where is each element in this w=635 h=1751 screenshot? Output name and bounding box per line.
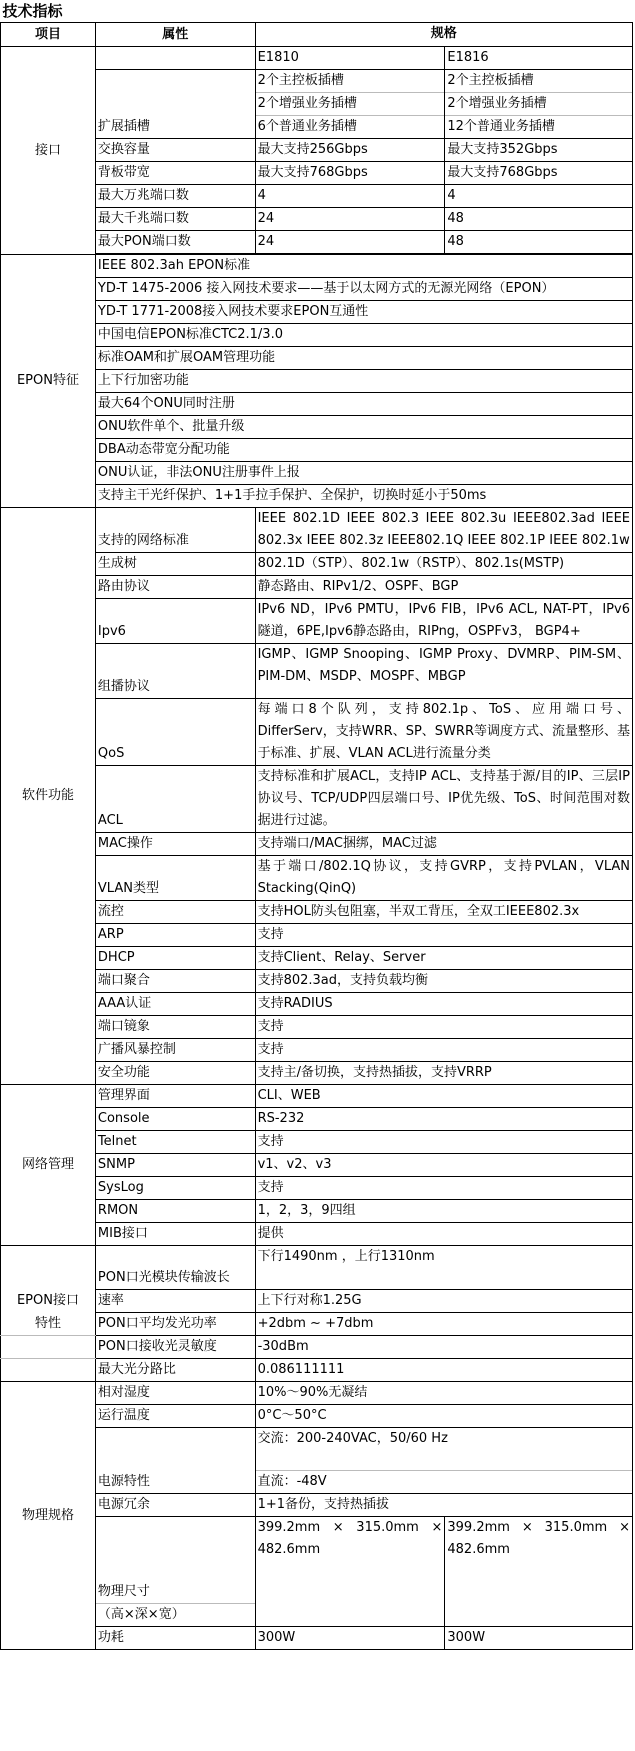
row-value-b: 48 [445, 208, 633, 231]
sw-value: 支持Client、Relay、Server [255, 947, 632, 970]
consumption-value-b: 300W [445, 1627, 633, 1650]
sw-label: QoS [95, 699, 255, 766]
mgmt-value: 提供 [255, 1223, 632, 1246]
model-e1810: E1810 [255, 47, 445, 70]
consumption-value-a: 300W [255, 1627, 445, 1650]
temperature-label: 运行温度 [95, 1405, 255, 1428]
size-label-unit: （高×深×宽） [97, 1607, 185, 1622]
sw-label: MAC操作 [95, 833, 255, 856]
epon-item: DBA动态带宽分配功能 [95, 439, 632, 462]
sw-value: 支持主/备切换，支持热插拔，支持VRRP [255, 1062, 632, 1085]
sw-value: 支持 [255, 924, 632, 947]
group-epon-port-line1: EPON接口 [1, 1290, 96, 1313]
mgmt-value: 支持 [255, 1131, 632, 1154]
epon-item: ONU软件单个、批量升级 [95, 416, 632, 439]
group-management: 网络管理 [1, 1085, 96, 1246]
humidity-label: 相对湿度 [95, 1382, 255, 1405]
sw-label: 安全功能 [95, 1062, 255, 1085]
size-label: 物理尺寸 [96, 1581, 255, 1604]
mgmt-value: 支持 [255, 1177, 632, 1200]
sw-value: 支持 [255, 1039, 632, 1062]
header-attr: 属性 [95, 23, 255, 47]
row-label: 最大万兆端口数 [95, 185, 255, 208]
row-value-a: 4 [255, 185, 445, 208]
row-label: 背板带宽 [95, 162, 255, 185]
mgmt-value: CLI、WEB [255, 1085, 632, 1108]
humidity-value: 10%～90%无凝结 [255, 1382, 632, 1405]
sw-label: VLAN类型 [95, 856, 255, 901]
sw-value: 支持 [255, 1016, 632, 1039]
epon-item: YD-T 1475-2006 接入网技术要求——基于以太网方式的无源光网络（EPON） [95, 278, 632, 301]
sw-label: ACL [95, 766, 255, 833]
sw-value: 基于端口/802.1Q协议，支持GVRP，支持PVLAN，VLAN Stacking(QinQ) [255, 856, 632, 901]
redundancy-value: 1+1备份，支持热插拔 [255, 1494, 632, 1517]
row-value-a: 最大支持256Gbps [255, 139, 445, 162]
power-dc: 直流：-48V [257, 1474, 327, 1489]
epon-item: ONU认证，非法ONU注册事件上报 [95, 462, 632, 485]
row-label: 最大PON端口数 [95, 231, 255, 254]
sw-value: IPv6 ND，IPv6 PMTU，IPv6 FIB，IPv6 ACL, NAT-PT，IPv6隧道，6PE,Ipv6静态路由，RIPng，OSPFv3， BGP4+ [255, 599, 632, 644]
row-label: 最大千兆端口数 [95, 208, 255, 231]
mgmt-value: RS-232 [255, 1108, 632, 1131]
header-item: 项目 [1, 23, 96, 47]
consumption-label: 功耗 [95, 1627, 255, 1650]
sw-value: 支持802.3ad，支持负载均衡 [255, 970, 632, 993]
sw-value: 每端口8个队列，支持802.1p、ToS、应用端口号、DifferServ，支持WRR、SP、SWRR等调度方式、流量整形、基于标准、扩展、VLAN ACL进行流量分类 [255, 699, 632, 766]
doc-title: 技术指标 [2, 2, 63, 20]
pon-value: 下行1490nm ，上行1310nm [255, 1246, 632, 1290]
epon-item: IEEE 802.3ah EPON标准 [95, 255, 632, 278]
sw-label: 生成树 [95, 553, 255, 576]
group-epon: EPON特征 [1, 255, 96, 508]
sw-value: 支持端口/MAC捆绑，MAC过滤 [255, 833, 632, 856]
temperature-value: 0°C～50°C [255, 1405, 632, 1428]
row-value-a: 24 [255, 231, 445, 254]
sw-value: 802.1D（STP）、802.1w（RSTP）、802.1s(MSTP) [255, 553, 632, 576]
size-value-b: 399.2mm × 315.0mm × 482.6mm [445, 1517, 633, 1627]
pon-value: 上下行对称1.25G [255, 1290, 632, 1313]
sw-label: 流控 [95, 901, 255, 924]
slot-e1816-3: 12个普通业务插槽 [447, 119, 555, 134]
sw-label: 组播协议 [95, 644, 255, 699]
model-e1816: E1816 [445, 47, 633, 70]
pon-label: 最大光分路比 [95, 1359, 255, 1382]
row-value-b: 4 [445, 185, 633, 208]
sw-value: IGMP、IGMP Snooping、IGMP Proxy、DVMRP、PIM-SM、PIM-DM、MSDP、MOSPF、MBGP [255, 644, 632, 699]
mgmt-label: MIB接口 [95, 1223, 255, 1246]
sw-label: ARP [95, 924, 255, 947]
mgmt-label: 管理界面 [95, 1085, 255, 1108]
pon-value: 0.086111111 [255, 1359, 632, 1382]
epon-item: 中国电信EPON标准CTC2.1/3.0 [95, 324, 632, 347]
redundancy-label: 电源冗余 [95, 1494, 255, 1517]
pon-value: +2dbm ~ +7dbm [255, 1313, 632, 1336]
mgmt-label: SysLog [95, 1177, 255, 1200]
group-epon-port-line2: 特性 [1, 1313, 96, 1336]
pon-value: -30dBm [255, 1336, 632, 1359]
sw-value: IEEE 802.1D IEEE 802.3 IEEE 802.3u IEEE802.3ad IEEE 802.3x IEEE 802.3z IEEE802.1Q IEEE 802.1P IEEE 802.1w [255, 508, 632, 553]
sw-value: 支持RADIUS [255, 993, 632, 1016]
group-software: 软件功能 [1, 508, 96, 1085]
pon-label: PON口接收光灵敏度 [95, 1336, 255, 1359]
slot-e1816-2: 2个增强业务插槽 [445, 93, 632, 116]
sw-label: 路由协议 [95, 576, 255, 599]
sw-label: Ipv6 [95, 599, 255, 644]
slot-e1816-1: 2个主控板插槽 [445, 70, 632, 93]
header-spec: 规格 [255, 23, 632, 47]
pon-label: PON口光模块传输波长 [95, 1246, 255, 1290]
row-value-b: 48 [445, 231, 633, 254]
group-interface: 接口 [1, 47, 96, 255]
mgmt-value: v1、v2、v3 [255, 1154, 632, 1177]
sw-value: 支持HOL防头包阻塞，半双工背压，全双工IEEE802.3x [255, 901, 632, 924]
slots-label: 扩展插槽 [95, 70, 255, 139]
mgmt-value: 1，2，3，9四组 [255, 1200, 632, 1223]
sw-label: DHCP [95, 947, 255, 970]
power-ac: 交流：200-240VAC，50/60 Hz [256, 1428, 632, 1471]
mgmt-label: RMON [95, 1200, 255, 1223]
epon-item: 最大64个ONU同时注册 [95, 393, 632, 416]
slot-e1810-2: 2个增强业务插槽 [256, 93, 445, 116]
row-label: 交换容量 [95, 139, 255, 162]
epon-item: YD-T 1771-2008接入网技术要求EPON互通性 [95, 301, 632, 324]
slot-e1810-3: 6个普通业务插槽 [257, 119, 357, 134]
sw-label: 端口镜象 [95, 1016, 255, 1039]
pon-label: PON口平均发光功率 [95, 1313, 255, 1336]
sw-label: 广播风暴控制 [95, 1039, 255, 1062]
row-value-a: 24 [255, 208, 445, 231]
epon-item: 支持主干光纤保护、1+1手拉手保护、全保护，切换时延小于50ms [95, 485, 632, 508]
slot-e1810-1: 2个主控板插槽 [256, 70, 445, 93]
power-label: 电源特性 [95, 1428, 255, 1494]
epon-item: 上下行加密功能 [95, 370, 632, 393]
sw-value: 静态路由、RIPv1/2、OSPF、BGP [255, 576, 632, 599]
epon-item: 标准OAM和扩展OAM管理功能 [95, 347, 632, 370]
row-value-b: 最大支持352Gbps [445, 139, 633, 162]
size-value-a: 399.2mm × 315.0mm × 482.6mm [255, 1517, 445, 1627]
mgmt-label: Console [95, 1108, 255, 1131]
sw-label: 端口聚合 [95, 970, 255, 993]
pon-label: 速率 [95, 1290, 255, 1313]
sw-label: AAA认证 [95, 993, 255, 1016]
mgmt-label: SNMP [95, 1154, 255, 1177]
sw-value: 支持标准和扩展ACL，支持IP ACL、支持基于源/目的IP、三层IP协议号、TCP/UDP四层端口号、IP优先级、ToS、时间范围对数据进行过滤。 [255, 766, 632, 833]
row-value-b: 最大支持768Gbps [445, 162, 633, 185]
sw-label: 支持的网络标准 [95, 508, 255, 553]
mgmt-label: Telnet [95, 1131, 255, 1154]
row-value-a: 最大支持768Gbps [255, 162, 445, 185]
group-physical: 物理规格 [1, 1382, 96, 1650]
